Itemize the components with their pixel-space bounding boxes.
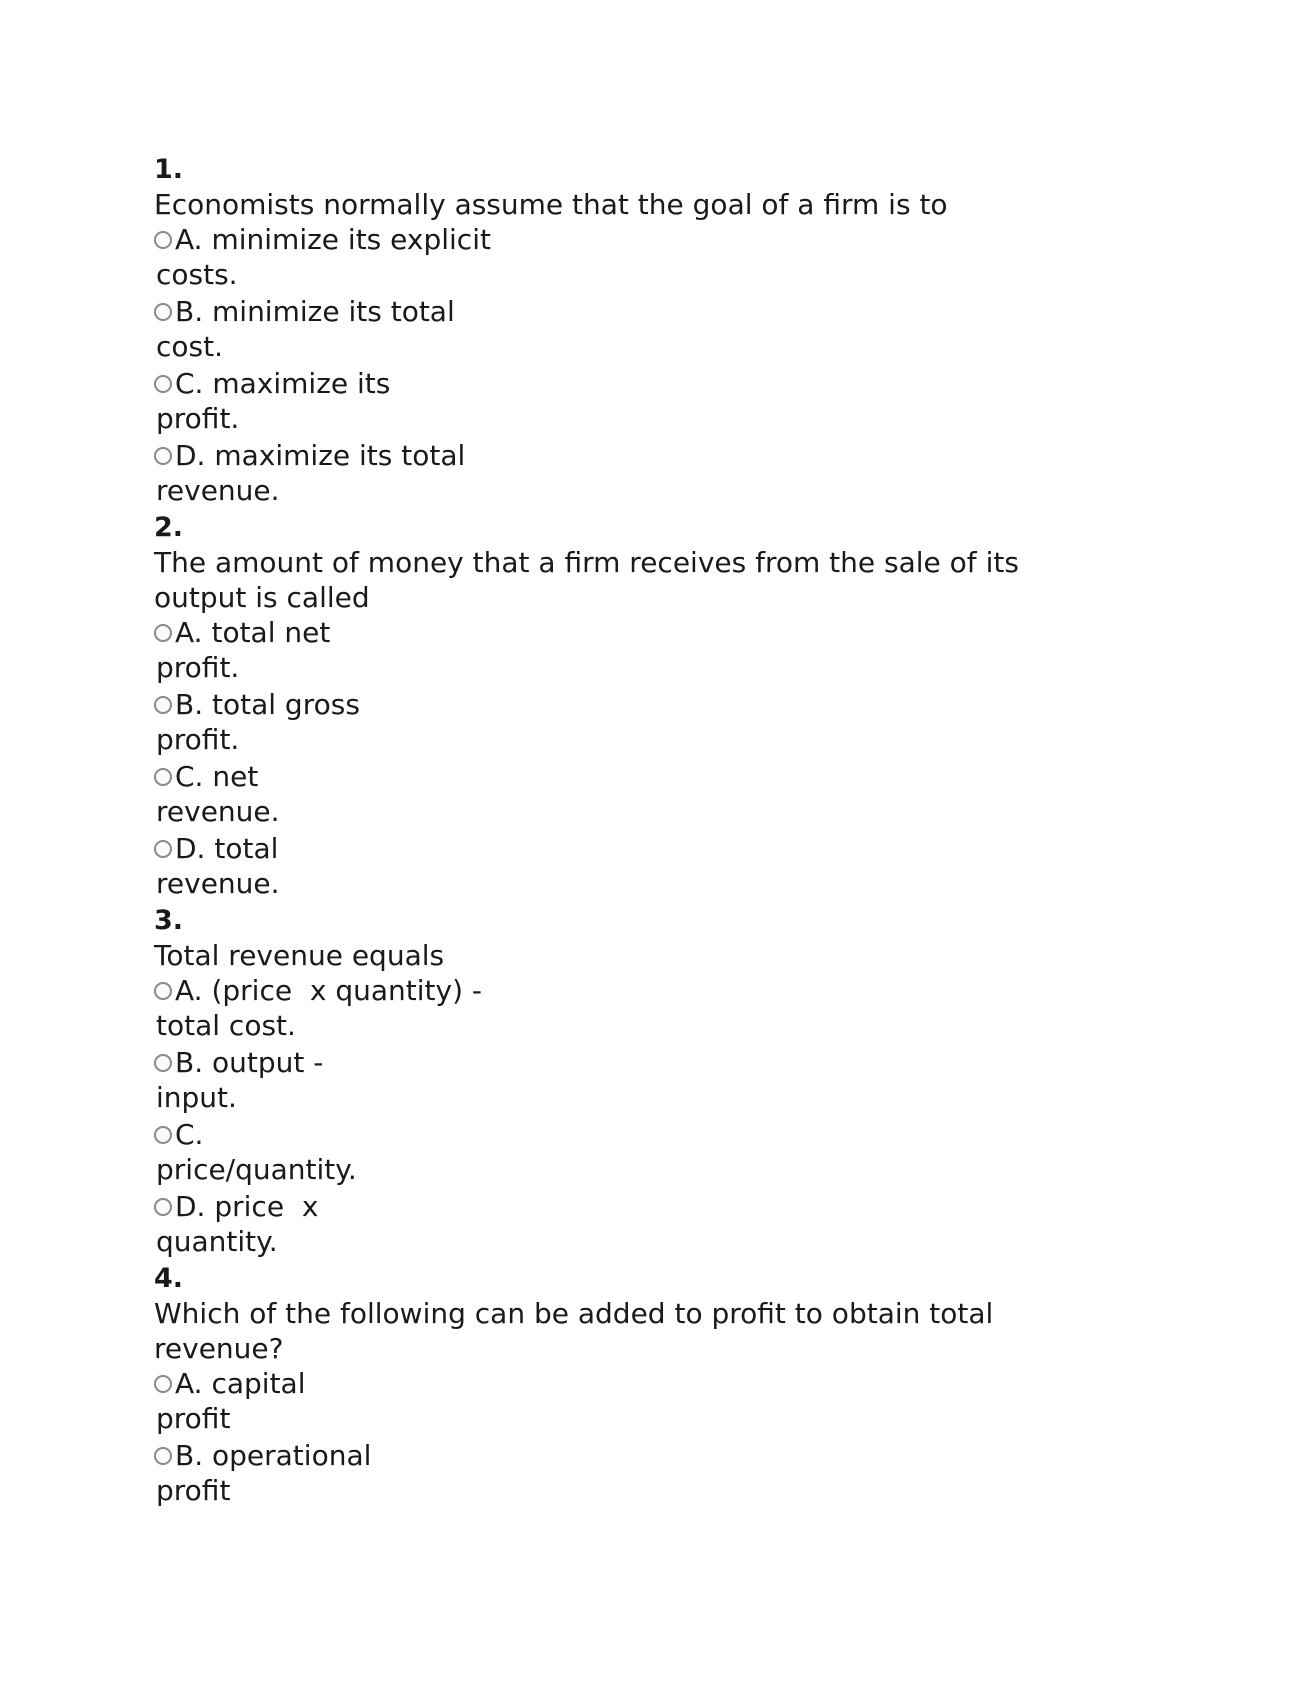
option-c[interactable]	[154, 366, 1134, 438]
radio-button-icon[interactable]	[154, 1198, 172, 1216]
radio-button-icon[interactable]	[154, 303, 172, 321]
option-letter: C.	[175, 760, 204, 793]
option-text-continued: price/quantity.	[156, 1153, 357, 1186]
option-text-continued: quantity.	[156, 1225, 278, 1258]
option-a[interactable]	[154, 973, 1134, 1045]
option-c[interactable]	[154, 1117, 1134, 1189]
question-2	[154, 510, 1134, 903]
option-a[interactable]	[154, 1366, 1134, 1438]
option-text: total gross	[203, 688, 360, 721]
option-text-continued: revenue.	[156, 867, 280, 900]
option-text-continued: profit	[156, 1402, 231, 1435]
radio-button-icon[interactable]	[154, 1375, 172, 1393]
option-letter: B.	[175, 1046, 204, 1079]
option-c[interactable]	[154, 759, 1134, 831]
option-text-continued: cost.	[156, 330, 223, 363]
question-3	[154, 903, 1134, 1261]
option-text-continued: profit.	[156, 651, 240, 684]
option-letter: A.	[175, 223, 203, 256]
radio-button-icon[interactable]	[154, 231, 172, 249]
option-letter: A.	[175, 1367, 203, 1400]
question-text: The amount of money that a firm receives from the sale of its output is called	[154, 546, 1019, 614]
option-text-continued: costs.	[156, 258, 238, 291]
option-text-continued: input.	[156, 1081, 237, 1114]
option-text: maximize its	[203, 367, 391, 400]
option-b[interactable]	[154, 1438, 1134, 1510]
option-letter: C.	[175, 1118, 204, 1151]
option-letter: D.	[175, 832, 206, 865]
question-number: 2.	[154, 512, 184, 543]
option-text: minimize its explicit	[202, 223, 491, 256]
option-text: minimize its total	[203, 295, 455, 328]
option-text-continued: profit.	[156, 402, 240, 435]
option-text: capital	[202, 1367, 306, 1400]
option-text: (price x quantity) -	[202, 974, 483, 1007]
radio-button-icon[interactable]	[154, 624, 172, 642]
question-text: Total revenue equals	[154, 939, 445, 972]
radio-button-icon[interactable]	[154, 696, 172, 714]
radio-button-icon[interactable]	[154, 1126, 172, 1144]
radio-button-icon[interactable]	[154, 1447, 172, 1465]
radio-button-icon[interactable]	[154, 447, 172, 465]
option-letter: A.	[175, 974, 203, 1007]
radio-button-icon[interactable]	[154, 982, 172, 1000]
option-letter: A.	[175, 616, 203, 649]
option-text-continued: revenue.	[156, 795, 280, 828]
radio-button-icon[interactable]	[154, 375, 172, 393]
question-1	[154, 152, 1134, 510]
option-letter: B.	[175, 1439, 204, 1472]
option-d[interactable]	[154, 831, 1134, 903]
option-text-continued: revenue.	[156, 474, 280, 507]
option-b[interactable]	[154, 294, 1134, 366]
option-letter: B.	[175, 688, 204, 721]
option-a[interactable]	[154, 615, 1134, 687]
radio-button-icon[interactable]	[154, 768, 172, 786]
radio-button-icon[interactable]	[154, 1054, 172, 1072]
question-text: Which of the following can be added to profit to obtain total revenue?	[154, 1297, 994, 1365]
option-text: net	[203, 760, 259, 793]
question-text: Economists normally assume that the goal of a firm is to	[154, 188, 948, 221]
option-text: maximize its total	[205, 439, 466, 472]
quiz-container	[154, 152, 1134, 1510]
option-letter: D.	[175, 1190, 206, 1223]
question-4	[154, 1261, 1134, 1510]
option-text: output -	[203, 1046, 324, 1079]
question-number: 4.	[154, 1263, 184, 1294]
option-b[interactable]	[154, 1045, 1134, 1117]
radio-button-icon[interactable]	[154, 840, 172, 858]
option-text-continued: profit	[156, 1474, 231, 1507]
option-letter: D.	[175, 439, 206, 472]
option-text: total	[205, 832, 279, 865]
question-number: 3.	[154, 905, 184, 936]
option-text: operational	[203, 1439, 372, 1472]
option-d[interactable]	[154, 438, 1134, 510]
option-letter: C.	[175, 367, 204, 400]
question-number: 1.	[154, 154, 184, 185]
option-text: price x	[205, 1190, 319, 1223]
option-text: total net	[202, 616, 331, 649]
option-text-continued: total cost.	[156, 1009, 296, 1042]
option-b[interactable]	[154, 687, 1134, 759]
option-text-continued: profit.	[156, 723, 240, 756]
option-letter: B.	[175, 295, 204, 328]
option-d[interactable]	[154, 1189, 1134, 1261]
option-a[interactable]	[154, 222, 1134, 294]
